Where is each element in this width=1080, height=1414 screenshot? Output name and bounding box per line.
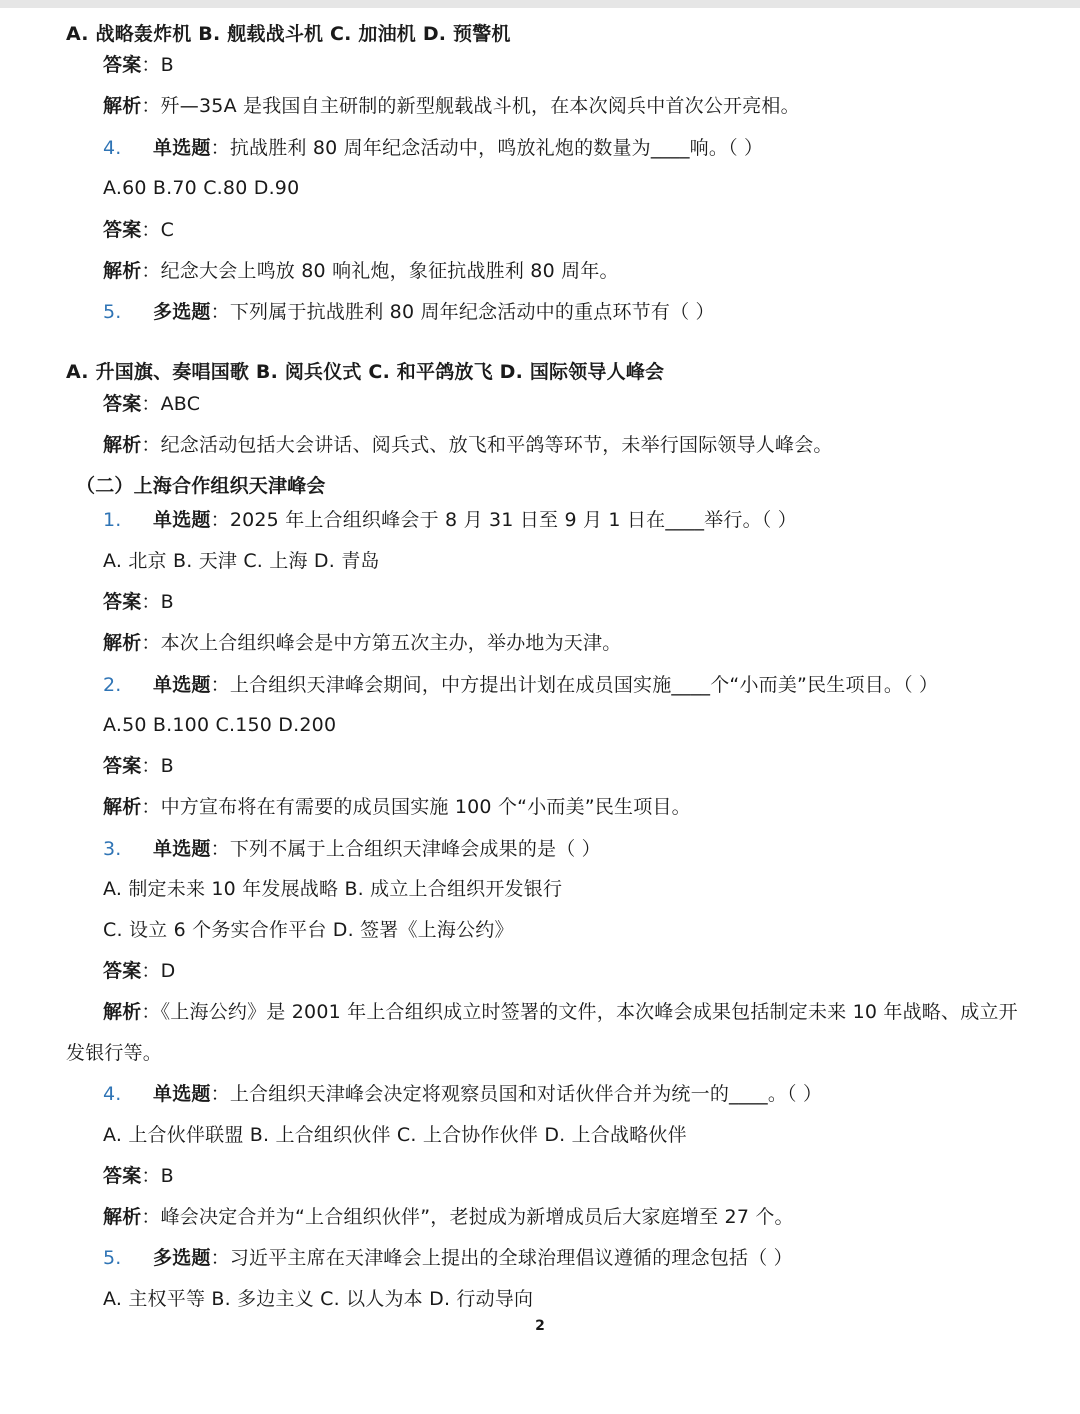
analysis-line: 解析：峰会决定合并为“上合组织伙伴”，老挝成为新增成员后大家庭增至 27 个。 (103, 1206, 794, 1228)
answer-line: 答案：C (103, 219, 175, 241)
question-type: 单选题 (153, 838, 211, 860)
options-line (103, 876, 562, 902)
question-line: 5. 多选题：习近平主席在天津峰会上提出的全球治理倡议遵循的理念包括（ ） (103, 1247, 793, 1269)
analysis-text: 纪念活动包括大会讲话、阅兵式、放飞和平鸽等环节，未举行国际领导人峰会。 (160, 434, 833, 456)
options-text: A. 战略轰炸机 B. 舰载战斗机 C. 加油机 D. 预警机 (66, 23, 511, 45)
answer-value: B (160, 755, 174, 777)
answer-label: 答案 (103, 960, 142, 982)
options-line (103, 175, 299, 201)
question-text: 上合组织天津峰会决定将观察员国和对话伙伴合并为统一的____。（ ） (229, 1083, 823, 1105)
answer-line: 答案：ABC (103, 393, 201, 415)
answer-label: 答案 (103, 54, 142, 76)
answer-line: 答案：B (103, 755, 174, 777)
question-text: 上合组织天津峰会期间，中方提出计划在成员国实施____个“小而美”民生项目。（ ） (229, 674, 939, 696)
analysis-label: 解析 (103, 260, 142, 282)
question-line: 4. 单选题：上合组织天津峰会决定将观察员国和对话伙伴合并为统一的____。（ ） (103, 1083, 823, 1105)
analysis-label: 解析 (103, 95, 142, 117)
analysis-line: 解析：纪念活动包括大会讲话、阅兵式、放飞和平鸽等环节，未举行国际领导人峰会。 (103, 434, 833, 456)
answer-value: B (160, 591, 174, 613)
question-line: 4. 单选题：抗战胜利 80 周年纪念活动中，鸣放礼炮的数量为____响。（ ） (103, 137, 764, 159)
analysis-line: 解析：歼—35A 是我国自主研制的新型舰载战斗机，在本次阅兵中首次公开亮相。 (103, 95, 800, 117)
question-number: 4. (103, 1083, 122, 1105)
answer-line: 答案：D (103, 960, 176, 982)
analysis-text: 中方宣布将在有需要的成员国实施 100 个“小而美”民生项目。 (160, 796, 691, 818)
analysis-line: 解析：本次上合组织峰会是中方第五次主办，举办地为天津。 (103, 632, 622, 654)
question-type: 多选题 (153, 301, 211, 323)
question-text: 习近平主席在天津峰会上提出的全球治理倡议遵循的理念包括（ ） (229, 1247, 793, 1269)
analysis-text: 《上海公约》是 2001 年上合组织成立时签署的文件，本次峰会成果包括制定未来 10 年战略、成立开 (160, 1001, 1018, 1023)
analysis-label: 解析 (103, 1001, 142, 1023)
options-line (103, 1286, 533, 1312)
analysis-line: 解析：纪念大会上鸣放 80 响礼炮，象征抗战胜利 80 周年。 (103, 260, 619, 282)
answer-label: 答案 (103, 219, 142, 241)
analysis-label: 解析 (103, 632, 142, 654)
analysis-label: 解析 (103, 1206, 142, 1228)
question-number: 5. (103, 301, 122, 323)
question-line: 1. 单选题：2025 年上合组织峰会于 8 月 31 日至 9 月 1 日在____举行。（ ） (103, 509, 797, 531)
analysis-text: 纪念大会上鸣放 80 响礼炮，象征抗战胜利 80 周年。 (160, 260, 619, 282)
options-text: A.50 B.100 C.150 D.200 (103, 714, 337, 736)
answer-value: D (160, 960, 176, 982)
options-line (66, 21, 511, 47)
continuation-line (66, 1040, 162, 1066)
top-edge-strip (0, 0, 1080, 8)
options-text: A. 制定未来 10 年发展战略 B. 成立上合组织开发银行 (103, 878, 563, 900)
question-number: 2. (103, 674, 122, 696)
answer-label: 答案 (103, 591, 142, 613)
section-heading (76, 473, 326, 499)
question-line: 5. 多选题：下列属于抗战胜利 80 周年纪念活动中的重点环节有（ ） (103, 301, 715, 323)
analysis-text: 本次上合组织峰会是中方第五次主办，举办地为天津。 (160, 632, 622, 654)
answer-value: B (160, 1165, 174, 1187)
question-type: 单选题 (153, 509, 211, 531)
options-text: A. 上合伙伴联盟 B. 上合组织伙伴 C. 上合协作伙伴 D. 上合战略伙伴 (103, 1124, 687, 1146)
question-line: 3. 单选题：下列不属于上合组织天津峰会成果的是（ ） (103, 838, 601, 860)
question-text: 下列属于抗战胜利 80 周年纪念活动中的重点环节有（ ） (229, 301, 715, 323)
options-line (66, 359, 664, 385)
options-text: A. 升国旗、奏唱国歌 B. 阅兵仪式 C. 和平鸽放飞 D. 国际领导人峰会 (66, 361, 665, 383)
options-line (103, 1122, 687, 1148)
question-number: 5. (103, 1247, 122, 1269)
analysis-text: 歼—35A 是我国自主研制的新型舰载战斗机，在本次阅兵中首次公开亮相。 (160, 95, 800, 117)
question-type: 单选题 (153, 1083, 211, 1105)
answer-value: ABC (160, 393, 201, 415)
question-line: 2. 单选题：上合组织天津峰会期间，中方提出计划在成员国实施____个“小而美”民生项目。（ ） (103, 674, 939, 696)
options-text: A. 北京 B. 天津 C. 上海 D. 青岛 (103, 550, 380, 572)
question-number: 4. (103, 137, 122, 159)
answer-value: C (160, 219, 175, 241)
question-text: 抗战胜利 80 周年纪念活动中，鸣放礼炮的数量为____响。（ ） (229, 137, 764, 159)
options-line (103, 712, 336, 738)
answer-line: 答案：B (103, 1165, 174, 1187)
answer-line: 答案：B (103, 591, 174, 613)
analysis-line: 解析：《上海公约》是 2001 年上合组织成立时签署的文件，本次峰会成果包括制定未来 10 年战略、成立开 (103, 1001, 1018, 1023)
analysis-label: 解析 (103, 796, 142, 818)
options-text: A. 主权平等 B. 多边主义 C. 以人为本 D. 行动导向 (103, 1288, 534, 1310)
question-number: 3. (103, 838, 122, 860)
answer-label: 答案 (103, 393, 142, 415)
options-line (103, 917, 514, 943)
question-type: 单选题 (153, 674, 211, 696)
question-text: 2025 年上合组织峰会于 8 月 31 日至 9 月 1 日在____举行。（ ） (229, 509, 797, 531)
question-type: 多选题 (153, 1247, 211, 1269)
analysis-text: 峰会决定合并为“上合组织伙伴”，老挝成为新增成员后大家庭增至 27 个。 (160, 1206, 794, 1228)
question-type: 单选题 (153, 137, 211, 159)
page-number: 2 (535, 1318, 545, 1334)
answer-label: 答案 (103, 1165, 142, 1187)
options-line (103, 548, 380, 574)
question-text: 下列不属于上合组织天津峰会成果的是（ ） (229, 838, 601, 860)
answer-label: 答案 (103, 755, 142, 777)
options-text: C. 设立 6 个务实合作平台 D. 签署《上海公约》 (103, 919, 514, 941)
continuation-text: 发银行等。 (66, 1042, 163, 1064)
analysis-line: 解析：中方宣布将在有需要的成员国实施 100 个“小而美”民生项目。 (103, 796, 691, 818)
answer-line: 答案：B (103, 54, 174, 76)
section-title: （二）上海合作组织天津峰会 (76, 475, 326, 497)
options-text: A.60 B.70 C.80 D.90 (103, 177, 300, 199)
analysis-label: 解析 (103, 434, 142, 456)
answer-value: B (160, 54, 174, 76)
question-number: 1. (103, 509, 122, 531)
